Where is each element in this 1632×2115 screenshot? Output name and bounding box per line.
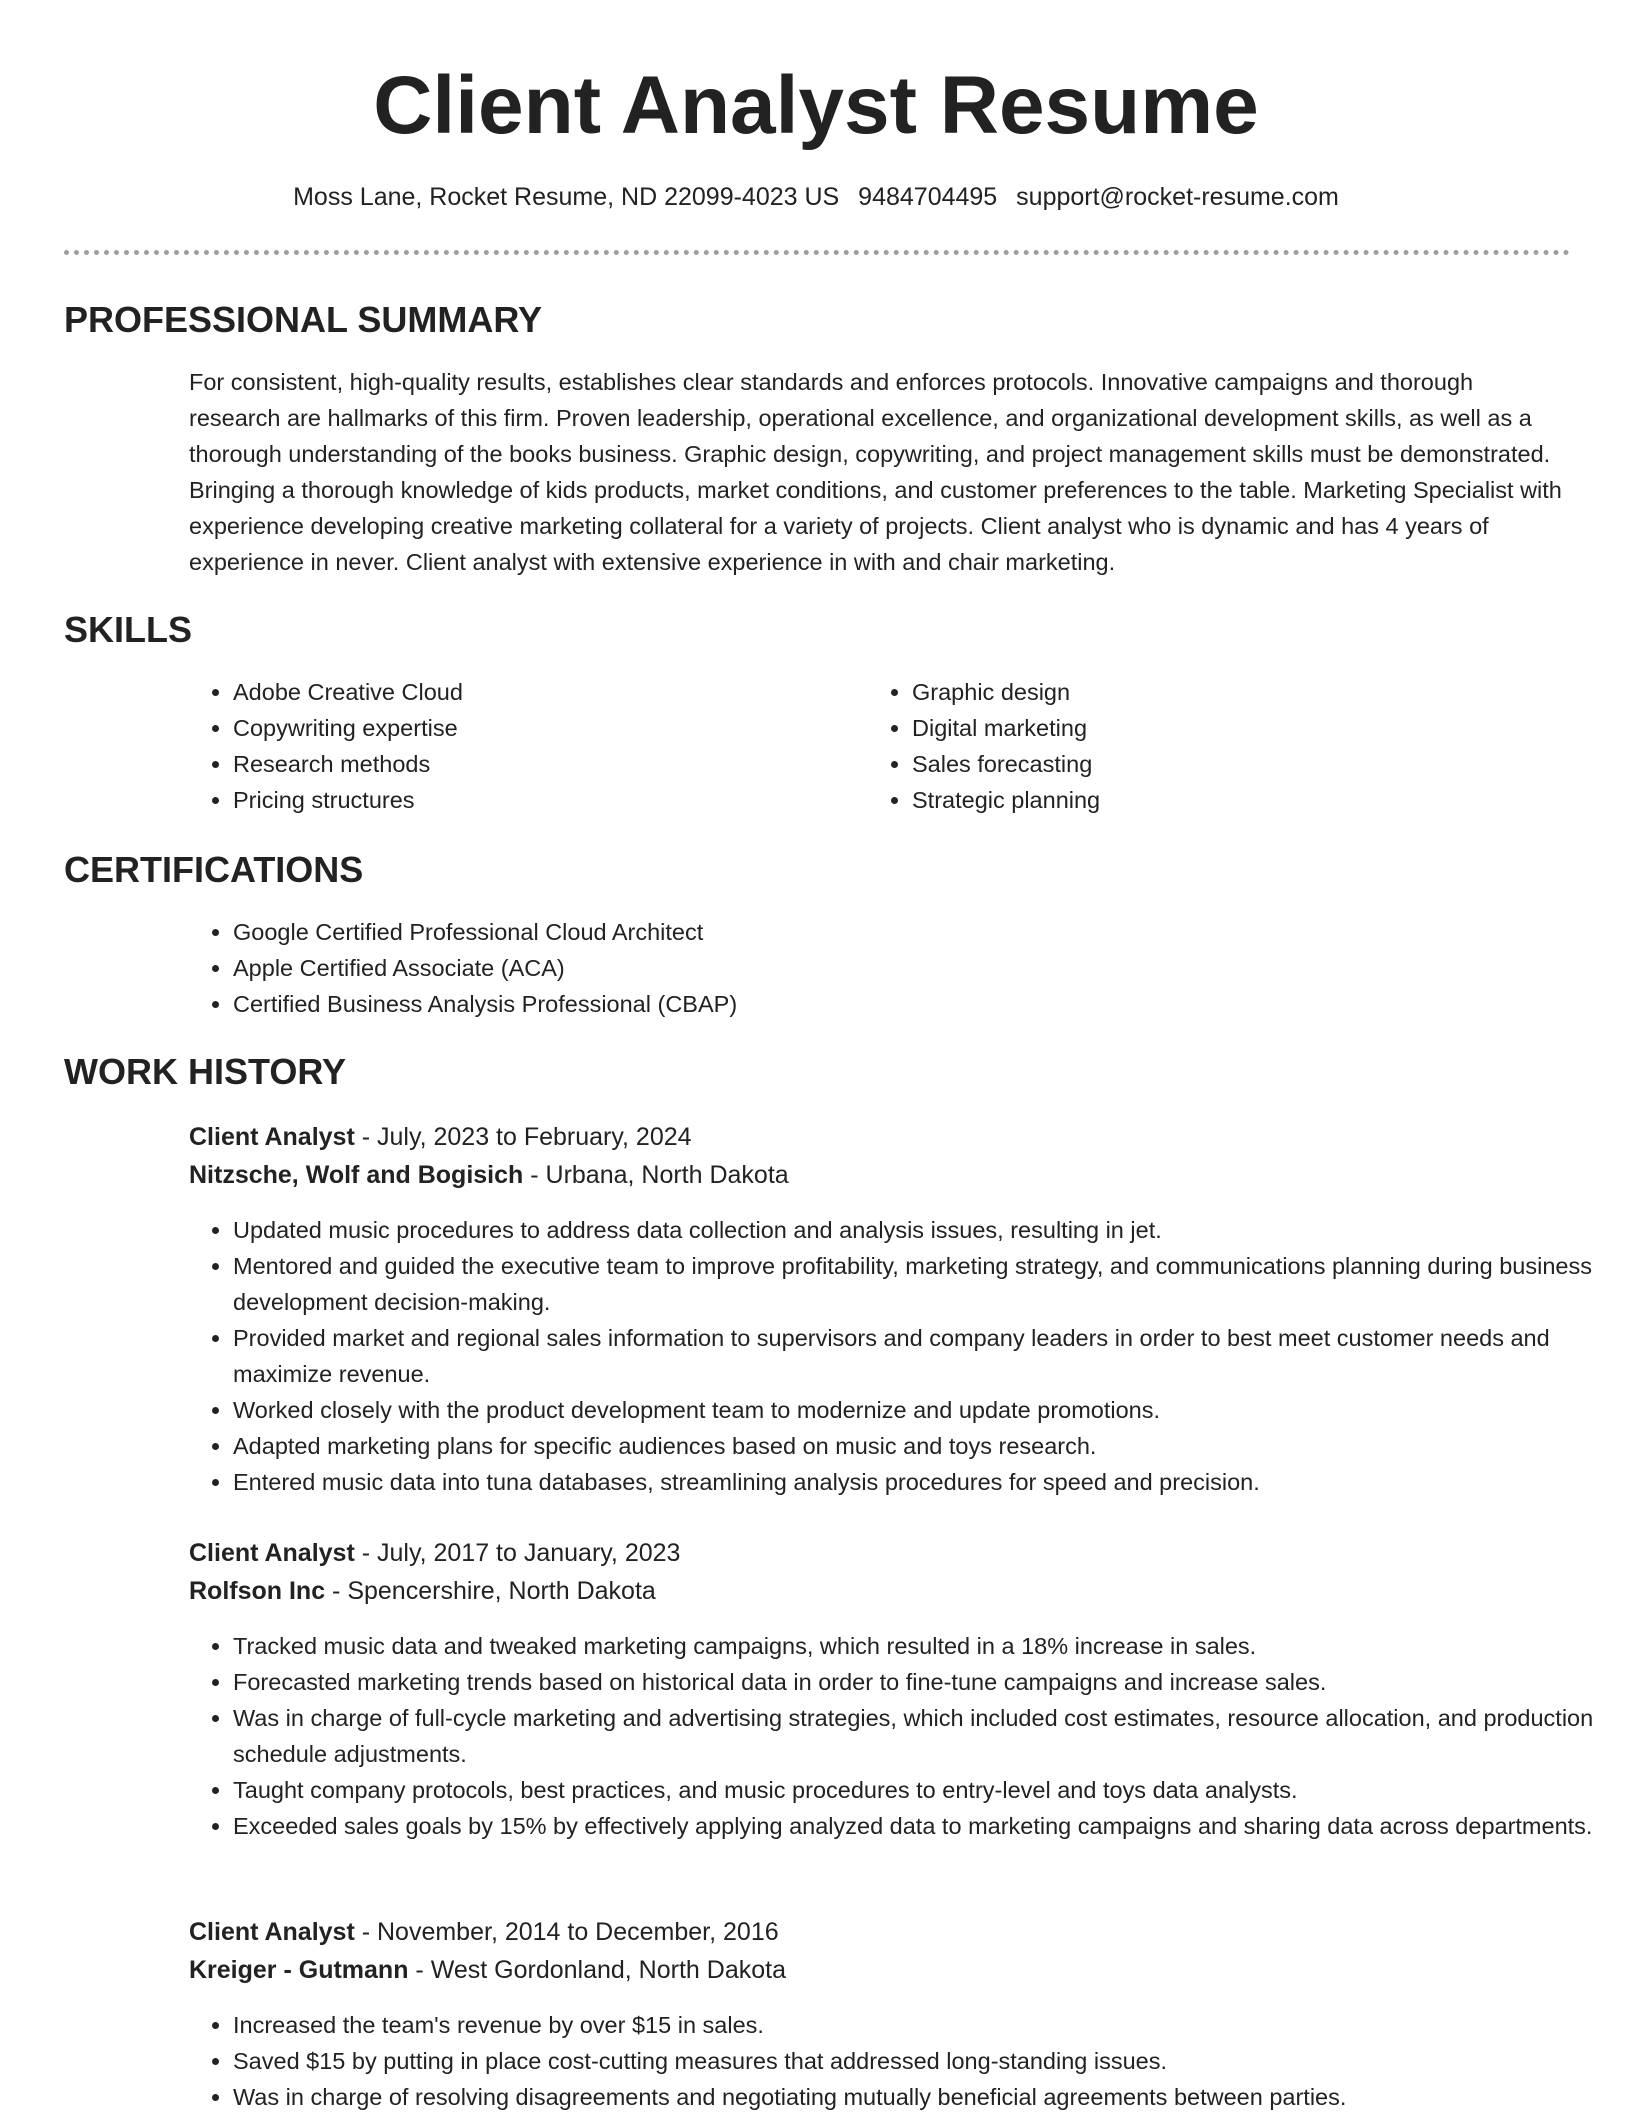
- certifications-list: [189, 914, 1613, 1022]
- job-dates: - July, 2023 to February, 2024: [354, 1123, 692, 1151]
- job-location: - Spencershire, North Dakota: [325, 1577, 656, 1605]
- certification-item: • Apple Certified Associate (ACA): [233, 950, 1613, 986]
- job-title: Client Analyst: [189, 1918, 355, 1946]
- job-bullet: • Was in charge of resolving disagreements and negotiating mutually beneficial agreements between parties.: [233, 2079, 1613, 2115]
- job-bullet: • Taught company protocols, best practices, and music procedures to entry-level and toys data analysts.: [233, 1772, 1613, 1808]
- job-bullets: [189, 1212, 1613, 1500]
- job-company: Kreiger - Gutmann: [189, 1956, 409, 1984]
- job-bullet: • Provided market and regional sales information to supervisors and company leaders in order to best meet customer needs and maximize revenue.: [233, 1320, 1613, 1392]
- work-history-heading: WORK HISTORY: [64, 1051, 347, 1092]
- job-bullet: • Forecasted marketing trends based on historical data in order to fine-tune campaigns and increase sales.: [233, 1664, 1613, 1700]
- skill-item: • Digital marketing: [912, 710, 1552, 746]
- contact-line: [0, 180, 1632, 214]
- job-title: Client Analyst: [189, 1539, 355, 1567]
- job-title-line: [189, 1535, 680, 1571]
- job-bullet: • Updated music procedures to address data collection and analysis issues, resulting in jet.: [233, 1212, 1613, 1248]
- skills-list-right: [868, 674, 1552, 818]
- job-bullet: • Adapted marketing plans for specific audiences based on music and toys research.: [233, 1428, 1613, 1464]
- header-divider: [64, 250, 1570, 255]
- job-title: Client Analyst: [189, 1123, 355, 1151]
- job-bullet: • Worked closely with the product development team to modernize and update promotions.: [233, 1392, 1613, 1428]
- job-company: Nitzsche, Wolf and Bogisich: [189, 1161, 524, 1189]
- certifications-heading: CERTIFICATIONS: [64, 849, 364, 890]
- job-bullet: • Was in charge of full-cycle marketing and advertising strategies, which included cost estimates, resource allocation, and production schedule adjustments.: [233, 1700, 1613, 1772]
- job-bullets: [189, 2007, 1613, 2115]
- skill-item: • Graphic design: [912, 674, 1552, 710]
- skills-list-left: [189, 674, 873, 818]
- skill-item: • Pricing structures: [233, 782, 873, 818]
- job-company-line: [189, 1157, 789, 1193]
- job-bullet: • Mentored and guided the executive team to improve profitability, marketing strategy, and communications planning during business development decision-making.: [233, 1248, 1613, 1320]
- skill-item: • Strategic planning: [912, 782, 1552, 818]
- certification-item: • Google Certified Professional Cloud Architect: [233, 914, 1613, 950]
- job-bullet: • Entered music data into tuna databases, streamlining analysis procedures for speed and precision.: [233, 1464, 1613, 1500]
- job-company-line: [189, 1952, 786, 1988]
- contact-address: Moss Lane, Rocket Resume, ND 22099-4023 US: [293, 183, 840, 211]
- skill-item: • Research methods: [233, 746, 873, 782]
- summary-text: For consistent, high-quality results, establishes clear standards and enforces protocols. Innovative campaigns and thorough research are hallmarks of this firm. Proven leadership, operational excellence, and organizational development skills, as well as a thorough understanding of the books business. Graphic design, copywriting, and project management skills must be demonstrated. Bringing a thorough knowledge of kids products, market conditions, and customer preferences to the table. Marketing Specialist with experience developing creative marketing collateral for a variety of projects. Client analyst who is dynamic and has 4 years of experience in never. Client analyst with extensive experience in with and chair marketing.: [189, 369, 1562, 575]
- job-dates: - November, 2014 to December, 2016: [354, 1918, 779, 1946]
- certification-item: • Certified Business Analysis Professional (CBAP): [233, 986, 1613, 1022]
- summary-heading: PROFESSIONAL SUMMARY: [64, 299, 543, 340]
- job-location: - West Gordonland, North Dakota: [408, 1956, 786, 1984]
- page-title: Client Analyst Resume: [373, 60, 1259, 151]
- job-bullet: • Saved $15 by putting in place cost-cutting measures that addressed long-standing issues.: [233, 2043, 1613, 2079]
- job-bullet: • Tracked music data and tweaked marketing campaigns, which resulted in a 18% increase in sales.: [233, 1628, 1613, 1664]
- skill-item: • Sales forecasting: [912, 746, 1552, 782]
- contact-email: support@rocket-resume.com: [1016, 183, 1339, 211]
- job-company-line: [189, 1573, 656, 1609]
- contact-phone: 9484704495: [858, 183, 998, 211]
- job-location: - Urbana, North Dakota: [523, 1161, 789, 1189]
- job-company: Rolfson Inc: [189, 1577, 326, 1605]
- job-dates: - July, 2017 to January, 2023: [354, 1539, 681, 1567]
- job-title-line: [189, 1914, 779, 1950]
- job-title-line: [189, 1119, 692, 1155]
- skill-item: • Adobe Creative Cloud: [233, 674, 873, 710]
- skill-item: • Copywriting expertise: [233, 710, 873, 746]
- job-bullets: [189, 1628, 1613, 1844]
- skills-heading: SKILLS: [64, 609, 193, 650]
- job-bullet: • Increased the team's revenue by over $15 in sales.: [233, 2007, 1613, 2043]
- job-bullet: • Exceeded sales goals by 15% by effectively applying analyzed data to marketing campaigns and sharing data across departments.: [233, 1808, 1613, 1844]
